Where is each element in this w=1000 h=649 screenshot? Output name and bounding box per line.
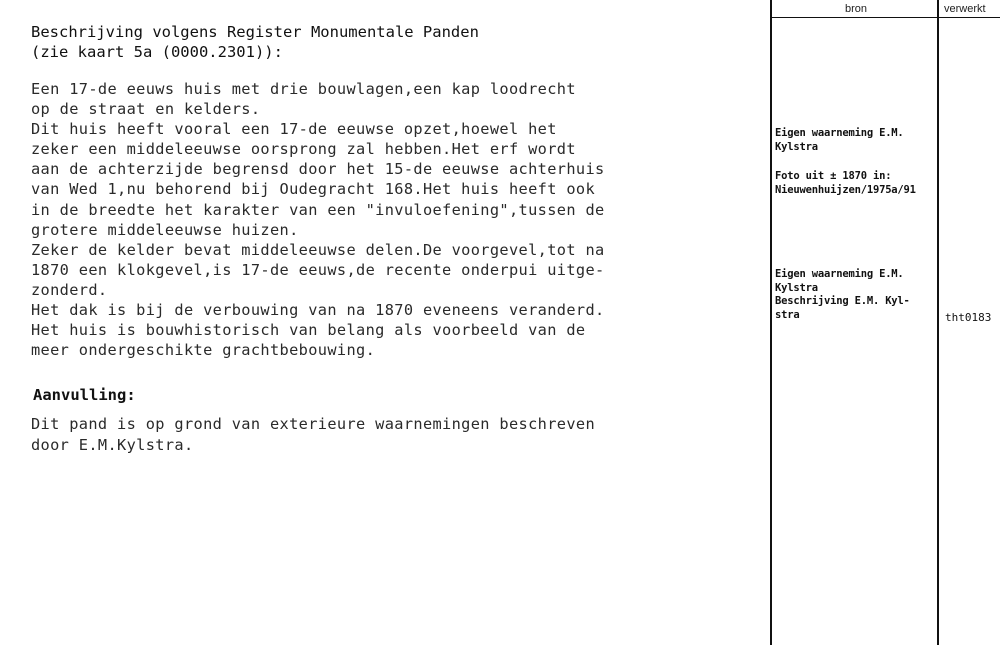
source-line: Kylstra	[775, 281, 818, 294]
aanvulling-line: door E.M.Kylstra.	[31, 435, 194, 454]
aanvulling-line: Dit pand is op grond van exterieure waarnemingen beschreven	[31, 415, 596, 433]
source-line: Nieuwenhuijzen/1975a/91	[775, 183, 916, 196]
aanvulling-heading: Aanvulling:	[33, 386, 136, 404]
source-line: stra	[775, 308, 800, 321]
verwerkt-column-divider	[937, 0, 939, 645]
header-divider	[770, 17, 1000, 18]
description-line: van Wed 1,nu behorend bij Oudegracht 168.Het huis heeft ook	[31, 180, 596, 199]
description-line: zeker een middeleeuwse oorsprong zal hebben.Het erf wordt	[31, 140, 576, 159]
description-line: Een 17-de eeuws huis met drie bouwlagen,een kap loodrecht	[31, 80, 576, 98]
description-line: Het huis is bouwhistorisch van belang als voorbeeld van de	[31, 321, 586, 340]
verwerkt-column-header: verwerkt	[944, 3, 986, 15]
source-entry-3	[775, 268, 910, 322]
aanvulling-text	[31, 414, 595, 455]
bron-column-header: bron	[845, 3, 868, 15]
description-line: meer ondergeschikte grachtbebouwing.	[31, 341, 376, 360]
description-line: grotere middeleeuwse huizen.	[31, 220, 299, 239]
source-line: Eigen waarneming E.M.	[775, 268, 904, 280]
description-line: aan de achterzijde begrensd door het 15-de eeuwse achterhuis	[31, 160, 605, 179]
description-line: 1870 een klokgevel,is 17-de eeuws,de recente onderpui uitge-	[31, 260, 605, 279]
description-line: in de breedte het karakter van een "invuloefening",tussen de	[31, 200, 605, 219]
source-line: Eigen waarneming E.M.	[775, 127, 904, 139]
description-line: zonderd.	[31, 280, 108, 299]
description-line: op de straat en kelders.	[31, 100, 261, 119]
bron-column-divider	[770, 0, 772, 645]
verwerkt-code: tht0183	[945, 311, 992, 324]
source-line: Foto uit ± 1870 in:	[775, 170, 892, 182]
subtitle-line: (zie kaart 5a (0000.2301)):	[31, 43, 283, 61]
page-title	[31, 22, 479, 62]
description-line: Dit huis heeft vooral een 17-de eeuwse opzet,hoewel het	[31, 120, 557, 139]
source-entry-1	[775, 127, 904, 154]
title-line: Beschrijving volgens Register Monumentale Panden	[31, 23, 479, 41]
description-text	[31, 79, 605, 360]
source-entry-2	[775, 170, 916, 197]
source-line: Beschrijving E.M. Kyl-	[775, 295, 910, 307]
description-line: Zeker de kelder bevat middeleeuwse delen.De voorgevel,tot na	[31, 240, 605, 259]
source-line: Kylstra	[775, 140, 818, 153]
description-line: Het dak is bij de verbouwing van na 1870 eveneens veranderd.	[31, 301, 605, 320]
